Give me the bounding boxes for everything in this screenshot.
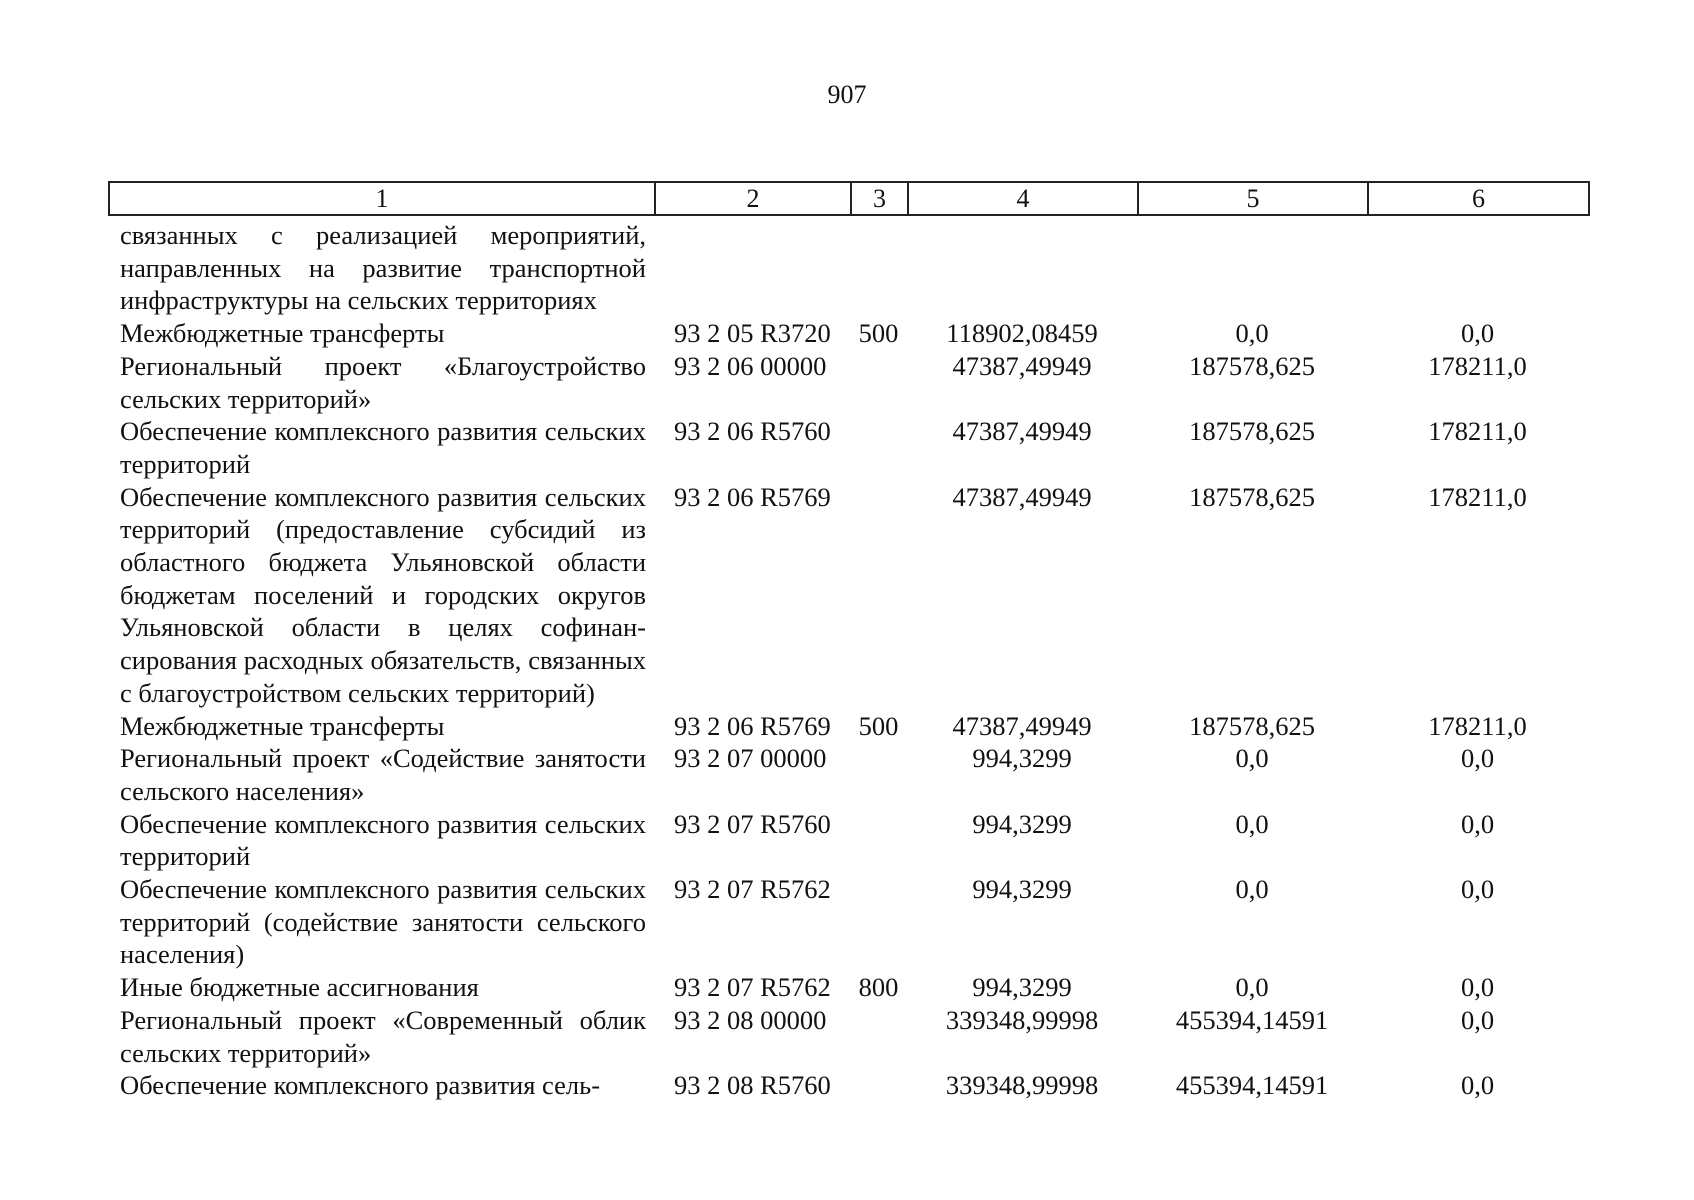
row-value-col4: 47387,49949 <box>952 710 1092 741</box>
table-row <box>108 971 1588 1004</box>
row-value-col6 <box>1367 219 1588 317</box>
row-name: Обеспечение комплексного развития сельских территорий <box>120 808 646 872</box>
table-row <box>108 317 1588 350</box>
row-expense-type: 800 <box>858 972 899 1003</box>
row-code: 93 2 08 R5760 <box>674 1070 831 1101</box>
column-header-row <box>109 182 1589 215</box>
column-header-6: 6 <box>1368 182 1589 215</box>
row-expense-type <box>850 873 907 971</box>
row-value-col4: 118902,08459 <box>946 318 1098 349</box>
row-name: Межбюджетные трансферты <box>120 318 445 349</box>
row-name: Обеспечение комплексного развития сельских территорий <box>120 416 646 479</box>
column-header-2: 2 <box>655 182 851 215</box>
row-expense-type: 500 <box>858 710 899 741</box>
row-value-col5: 187578,625 <box>1189 350 1315 381</box>
page-number: 907 <box>827 80 867 109</box>
row-code: 93 2 08 00000 <box>674 1004 827 1035</box>
row-value-col4: 994,3299 <box>972 743 1072 774</box>
row-value-col4: 47387,49949 <box>952 481 1092 512</box>
row-value-col6: 0,0 <box>1460 874 1495 905</box>
row-expense-type <box>850 350 907 415</box>
row-value-col6: 0,0 <box>1460 1004 1495 1035</box>
row-expense-type <box>850 415 907 480</box>
row-value-col5: 187578,625 <box>1189 710 1315 741</box>
table-row <box>108 1004 1588 1069</box>
row-expense-type <box>850 1069 907 1102</box>
row-value-col5: 0,0 <box>1235 808 1269 839</box>
row-value-col5: 455394,14591 <box>1175 1070 1329 1101</box>
table-row <box>108 1069 1588 1102</box>
row-value-col4: 994,3299 <box>972 874 1072 905</box>
row-name: Региональный проект «Современный облик сельских территорий» <box>120 1004 646 1068</box>
row-expense-type <box>850 1004 907 1069</box>
column-header-table <box>108 181 1590 216</box>
row-value-col5: 187578,625 <box>1189 481 1315 512</box>
budget-table-body <box>108 219 1588 1102</box>
column-header-3: 3 <box>851 182 908 215</box>
row-value-col5: 0,0 <box>1235 318 1269 349</box>
row-expense-type <box>850 742 907 807</box>
table-row <box>108 219 1588 317</box>
row-name: Обеспечение комплексного развития сельских территорий (содействие занятости сельского населения) <box>120 874 646 970</box>
row-value-col6: 0,0 <box>1460 1070 1495 1101</box>
row-name: Обеспечение комплексного развития сель- <box>120 1070 601 1101</box>
budget-table <box>108 219 1588 1102</box>
row-value-col5: 0,0 <box>1235 972 1269 1003</box>
row-value-col5 <box>1137 219 1367 317</box>
row-code: 93 2 07 00000 <box>674 743 827 774</box>
row-value-col4: 994,3299 <box>972 972 1072 1003</box>
row-value-col6: 178211,0 <box>1428 710 1527 741</box>
row-value-col6: 178211,0 <box>1428 481 1527 512</box>
row-code: 93 2 06 R5769 <box>674 710 831 741</box>
row-value-col6: 0,0 <box>1460 972 1495 1003</box>
row-value-col4 <box>907 219 1137 317</box>
row-expense-type <box>850 481 907 710</box>
row-code: 93 2 06 00000 <box>674 350 827 381</box>
row-expense-type <box>850 219 907 317</box>
row-name: Обеспечение комплексного развития сельских территорий (предоставление субсидий из областного бюджета Ульяновской области бюджетам поселений и городских округов Ульяновской области в целях софинансирования расходных обязательств, связанных с благоустройством сельских территорий) <box>120 481 646 708</box>
row-name: Иные бюджетные ассигнования <box>120 972 479 1003</box>
row-value-col5: 187578,625 <box>1189 416 1315 447</box>
row-code: 93 2 07 R5762 <box>674 972 831 1003</box>
row-code: 93 2 06 R5769 <box>674 481 831 512</box>
row-name: связанных с реализацией мероприятий, направленных на развитие транспортной инфраструктуры на сельских территориях <box>120 220 646 316</box>
row-value-col6: 178211,0 <box>1428 350 1527 381</box>
row-name: Региональный проект «Благоустройство сельских территорий» <box>120 350 646 414</box>
row-expense-type: 500 <box>858 318 899 349</box>
row-name: Региональный проект «Содействие занятости сельского населения» <box>120 743 646 806</box>
row-value-col6: 0,0 <box>1460 743 1495 774</box>
table-row <box>108 481 1588 710</box>
row-value-col6: 0,0 <box>1460 318 1495 349</box>
row-code: 93 2 07 R5760 <box>674 808 831 839</box>
table-row <box>108 873 1588 971</box>
column-header-5: 5 <box>1138 182 1368 215</box>
row-code: 93 2 07 R5762 <box>674 874 831 905</box>
row-code: 93 2 06 R5760 <box>674 416 831 447</box>
row-value-col6: 0,0 <box>1460 808 1495 839</box>
column-header-4: 4 <box>908 182 1138 215</box>
row-value-col4: 994,3299 <box>972 808 1072 839</box>
column-header-1: 1 <box>109 182 655 215</box>
row-expense-type <box>850 808 907 873</box>
row-code <box>654 219 850 317</box>
row-value-col5: 0,0 <box>1235 743 1269 774</box>
table-row <box>108 415 1588 480</box>
row-value-col4: 47387,49949 <box>952 416 1092 447</box>
row-value-col4: 339348,99998 <box>945 1004 1099 1035</box>
row-value-col4: 47387,49949 <box>952 350 1092 381</box>
row-value-col6: 178211,0 <box>1428 416 1527 447</box>
row-code: 93 2 05 R3720 <box>674 318 831 349</box>
row-name: Межбюджетные трансферты <box>120 710 445 741</box>
row-value-col5: 455394,14591 <box>1175 1004 1329 1035</box>
table-row <box>108 742 1588 807</box>
table-row <box>108 710 1588 743</box>
row-value-col4: 339348,99998 <box>945 1070 1099 1101</box>
row-value-col5: 0,0 <box>1235 874 1269 905</box>
table-row <box>108 808 1588 873</box>
table-row <box>108 350 1588 415</box>
